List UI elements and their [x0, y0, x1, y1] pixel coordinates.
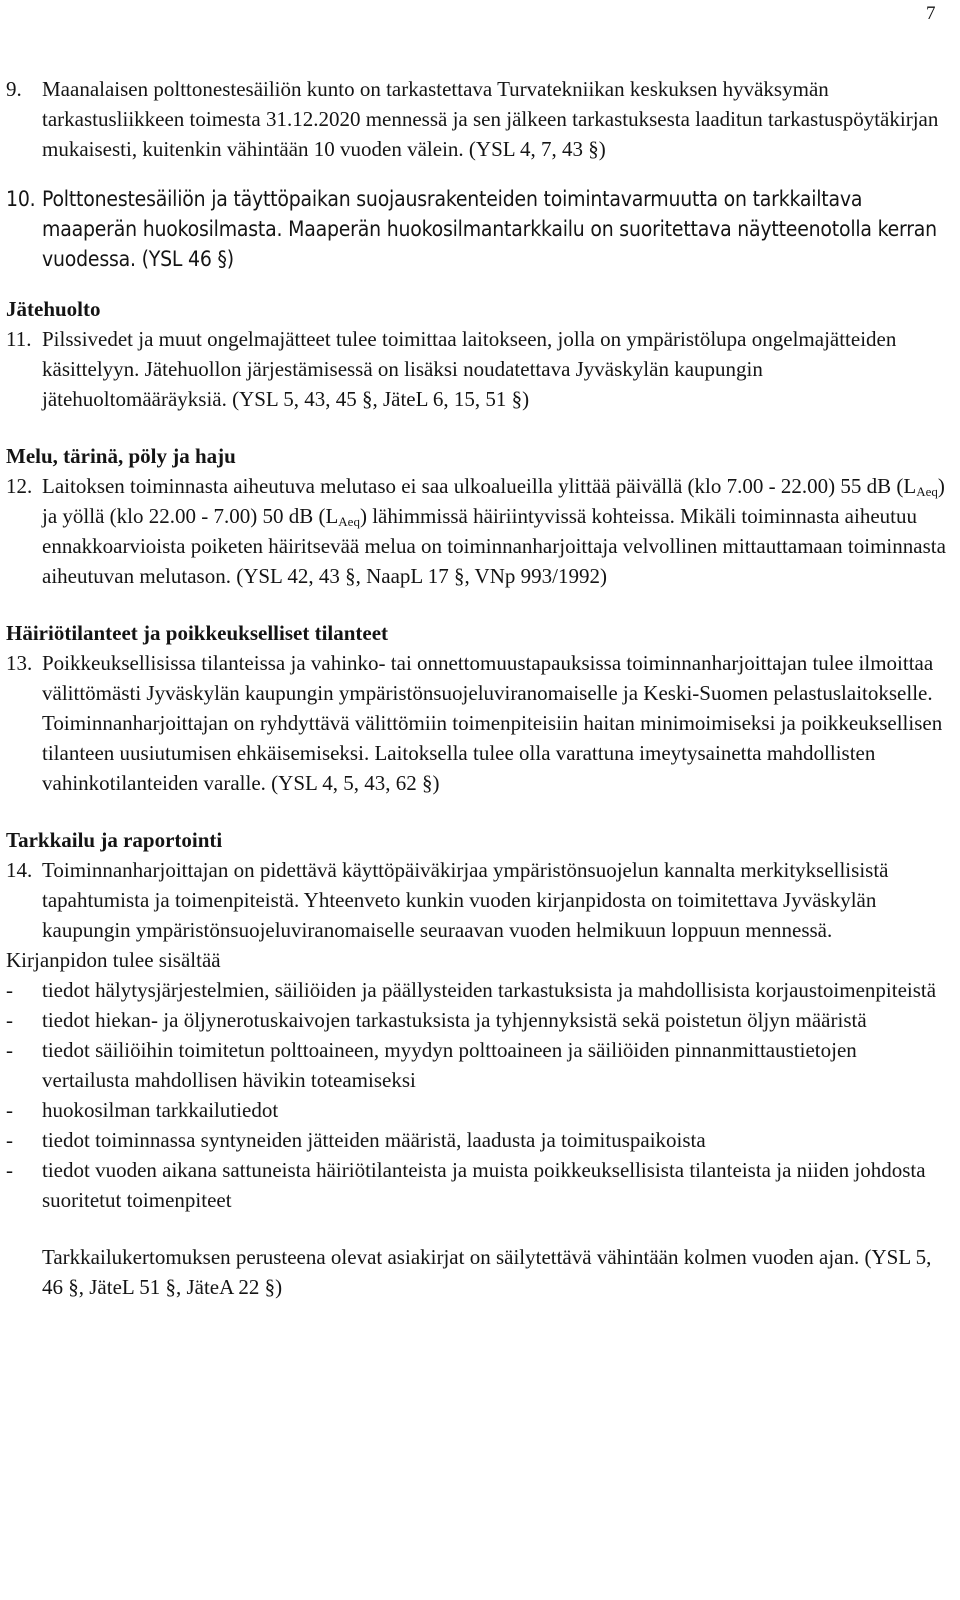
item-text-part: Laitoksen toiminnasta aiheutuva melutaso ei saa ulkoalueilla ylittää päivällä (klo 7.00 - 22.00) 55 dB (L [42, 474, 917, 498]
item-text: Pilssivedet ja muut ongelmajätteet tulee toimittaa laitokseen, jolla on ympäristölupa ongelmajätteiden käsittelyyn. Jätehuollon järjestämisessä on lisäksi noudatettava Jyväskylän kaupungin jätehuoltomääräyksiä. (YSL 5, 43, 45 §, JäteL 6, 15, 51 §) [42, 327, 897, 411]
section-heading-incidents: Häiriötilanteet ja poikkeukselliset tilanteet [6, 621, 389, 645]
condition-item-13 [6, 648, 946, 798]
closing-paragraph [6, 1242, 946, 1302]
condition-item-12 [6, 471, 946, 591]
list-item-text: tiedot hälytysjärjestelmien, säiliöiden ja päällysteiden tarkastuksista ja mahdollisista korjaustoimenpiteistä [42, 978, 937, 1002]
subscript: Aeq [916, 484, 938, 499]
dash-mark: - [6, 1128, 13, 1152]
closing-text: Tarkkailukertomuksen perusteena olevat asiakirjat on säilytettävä vähintään kolmen vuoden ajan. (YSL 5, 46 §, JäteL 51 §, JäteA 22 §) [42, 1245, 932, 1299]
records-intro: Kirjanpidon tulee sisältää [6, 948, 221, 972]
list-item [6, 1155, 946, 1215]
dash-mark: - [6, 1008, 13, 1032]
list-item [6, 1125, 946, 1155]
dash-mark: - [6, 1098, 13, 1122]
dash-mark: - [6, 1038, 13, 1062]
section-heading-noise: Melu, tärinä, pöly ja haju [6, 444, 236, 468]
item-text-part: ) ja yöllä (klo 22.00 - 7.00) 50 dB (L [42, 474, 945, 528]
item-text: Polttonestesäiliön ja täyttöpaikan suojausrakenteiden toimintavarmuutta on tarkkailtava maaperän huokosilmasta. Maaperän huokosilmantarkkailu on suoritettava näytteenotolla kerran vuodessa. (YSL 46 §) [42, 187, 937, 271]
dash-mark: - [6, 978, 13, 1002]
list-item-text: tiedot säiliöihin toimitetun polttoaineen, myydyn polttoaineen ja säiliöiden pinnanmittaustietojen vertailusta mahdollisen hävikin toteamiseksi [42, 1038, 857, 1092]
list-item-text: tiedot vuoden aikana sattuneista häiriötilanteista ja muista poikkeuksellisista tilanteista ja niiden johdosta suoritetut toimenpiteet [42, 1158, 926, 1212]
section-heading-waste: Jätehuolto [6, 297, 101, 321]
item-number: 10. [6, 187, 36, 211]
list-item [6, 1005, 946, 1035]
list-item-text: tiedot toiminnassa syntyneiden jätteiden määristä, laadusta ja toimituspaikoista [42, 1128, 706, 1152]
item-number: 12. [6, 474, 33, 498]
item-number: 11. [6, 327, 32, 351]
subscript: Aeq [338, 514, 360, 529]
records-list [6, 975, 946, 1215]
list-item [6, 1035, 946, 1095]
list-item [6, 975, 946, 1005]
condition-item-9 [6, 74, 946, 164]
page-number: 7 [926, 3, 936, 24]
dash-mark: - [6, 1158, 13, 1182]
item-text: Poikkeuksellisissa tilanteissa ja vahinko- tai onnettomuustapauksissa toiminnanharjoittajan tulee ilmoittaa välittömästi Jyväskylän kaupungin ympäristönsuojeluviranomaiselle ja Keski-Suomen pelastuslaitokselle. Toiminnanharjoittajan on ryhdyttävä välittömiin toimenpiteisiin haitan minimoimiseksi ja poikkeuksellisen tilanteen uusiutumisen ehkäisemiseksi. Laitoksella tulee olla varattuna imeytysainetta mahdollisten vahinkotilanteiden varalle. (YSL 4, 5, 43, 62 §) [42, 651, 943, 795]
condition-item-10 [6, 184, 946, 274]
item-number: 13. [6, 651, 33, 675]
item-text-part: ) lähimmissä häiriintyvissä kohteissa. Mikäli toiminnasta aiheutuu ennakkoarvioista poiketen häiritsevää melua on toiminnanharjoittaja velvollinen mittauttamaan toiminnasta aiheutuvan melutason. (YSL 42, 43 §, NaapL 17 §, VNp 993/1992) [42, 504, 946, 588]
item-text: Toiminnanharjoittajan on pidettävä käyttöpäiväkirjaa ympäristönsuojelun kannalta merkityksellisistä tapahtumista ja toimenpiteistä. Yhteenveto kunkin vuoden kirjanpidosta on toimitettava Jyväskylän kaupungin ympäristönsuojeluviranomaiselle seuraavan vuoden helmikuun loppuun mennessä. [42, 858, 889, 942]
list-item-text: tiedot hiekan- ja öljynerotuskaivojen tarkastuksista ja tyhjennyksistä sekä poistetun öljyn määristä [42, 1008, 867, 1032]
condition-item-11 [6, 324, 946, 414]
item-text: Maanalaisen polttonestesäiliön kunto on tarkastettava Turvatekniikan keskuksen hyväksymän tarkastusliikkeen toimesta 31.12.2020 mennessä ja sen jälkeen tarkastuksesta laaditun tarkastuspöytäkirjan mukaisesti, kuitenkin vähintään 10 vuoden välein. (YSL 4, 7, 43 §) [42, 77, 939, 161]
section-heading-monitoring: Tarkkailu ja raportointi [6, 828, 223, 852]
document-body [6, 74, 946, 1302]
condition-item-14 [6, 855, 946, 945]
list-item-text: huokosilman tarkkailutiedot [42, 1098, 279, 1122]
item-number: 14. [6, 858, 33, 882]
item-number: 9. [6, 77, 22, 101]
list-item [6, 1095, 946, 1125]
